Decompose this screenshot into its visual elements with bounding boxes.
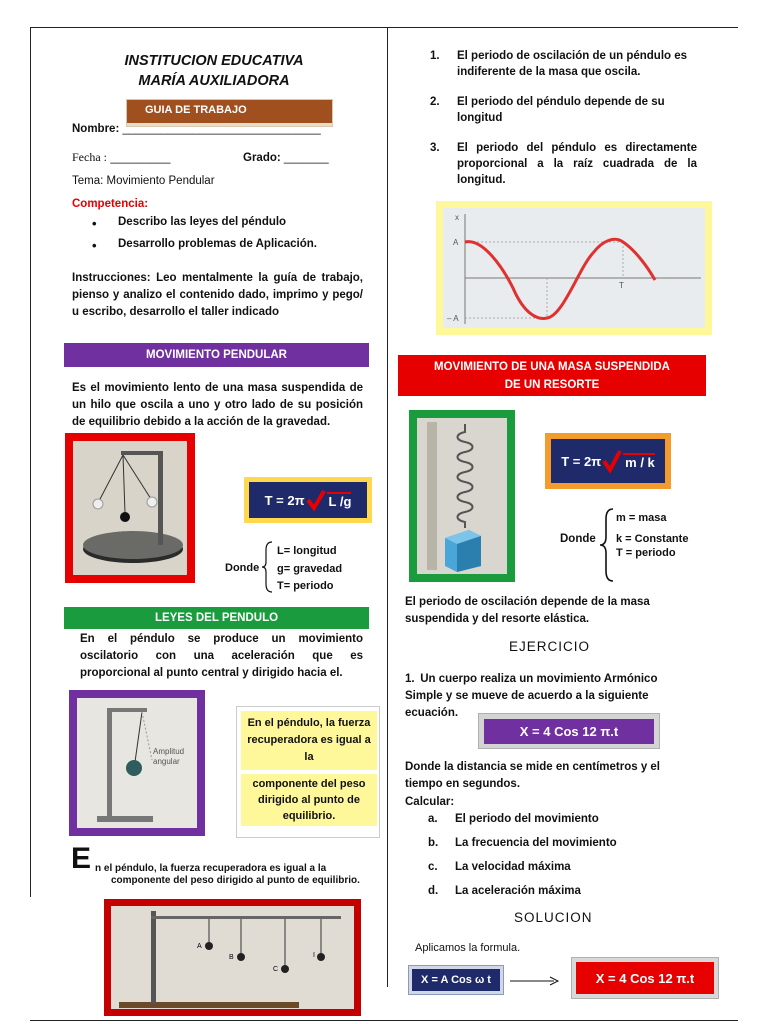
mov-pendular-text: Es el movimiento lento de una masa suspendida de un hilo que oscila a uno y otro lado de su posición de equilibrio debido a la acción de la gravedad.	[72, 382, 363, 428]
general-formula: X = A Cos ω t	[412, 969, 500, 991]
nombre-line: _______________________________	[122, 123, 321, 135]
resorte-title-1: MOVIMIENTO DE UNA MASA SUSPENDIDA	[434, 360, 670, 373]
graph-a-label: A	[453, 238, 459, 247]
graph-t-label: T	[619, 281, 624, 290]
general-formula-box	[408, 965, 504, 995]
resorte-header	[398, 355, 706, 396]
law-item: 2. El periodo del péndulo depende de su longitud	[430, 96, 665, 124]
mov-pendular-header: MOVIMIENTO PENDULAR	[64, 343, 369, 367]
graph-x-label: x	[455, 213, 459, 222]
root-check-icon	[306, 489, 326, 511]
graph-neg-a-label: – A	[447, 314, 459, 323]
calcular-item: a. El periodo del movimiento	[428, 813, 599, 825]
def-periodo: T= periodo	[277, 580, 334, 592]
calcular-item: b. La frecuencia del movimiento	[428, 837, 617, 849]
ejercicio-units: Donde la distancia se mide en centímetros y el tiempo en segundos.	[405, 761, 661, 790]
laws-list	[430, 48, 697, 188]
drop-line-2: componente del peso dirigido al punto de equilibrio.	[111, 875, 360, 886]
pendulum-formula	[249, 482, 367, 518]
problem-text: Un cuerpo realiza un movimiento Armónico Simple y se mueve de acuerdo a la siguiente ecuación.	[405, 673, 658, 719]
pendulum-label-i: I	[313, 952, 315, 959]
root-check-icon	[602, 449, 622, 473]
pendulum-amplitude-frame	[69, 690, 205, 836]
amp-label-1: Amplitud	[153, 747, 185, 756]
fecha-label: Fecha :	[72, 150, 107, 164]
pendulum-label-b: B	[229, 954, 234, 961]
calcular-label: Calcular:	[405, 796, 455, 808]
solucion-text: Aplicamos la formula.	[415, 942, 521, 954]
competencia-item: • Desarrollo problemas de Aplicación.	[92, 238, 362, 250]
calcular-item: c. La velocidad máxima	[428, 861, 571, 873]
equation: X = 4 Cos 12 π.t	[484, 719, 654, 744]
spring-def-periodo: T = periodo	[616, 547, 676, 559]
nombre-field	[72, 121, 321, 138]
leyes-text: En el péndulo se produce un movimiento oscilatorio con una aceleración que es proporcional al punto central y dirigido hacia el.	[80, 633, 363, 679]
school-name: INSTITUCION EDUCATIVA	[124, 53, 304, 69]
spring-illustration	[417, 418, 507, 574]
solucion-title: SOLUCION	[514, 910, 593, 925]
spring-donde: Donde	[560, 533, 596, 545]
page-border-top	[30, 27, 738, 28]
brace-icon	[599, 507, 615, 583]
equation-box	[478, 713, 660, 749]
spring-def-constante: k = Constante	[616, 533, 689, 545]
leyes-header: LEYES DEL PENDULO	[64, 607, 369, 629]
recuperadora-bottom: componente del peso dirigido al punto de equilibrio.	[241, 774, 377, 826]
drop-paragraph	[95, 863, 363, 887]
def-longitud: L= longitud	[277, 545, 337, 557]
spring-formula-box	[545, 433, 671, 489]
pendulum-amplitude-illustration	[77, 698, 197, 828]
column-divider	[387, 27, 388, 987]
page-border-left	[30, 27, 31, 897]
law-item: 1. El periodo de oscilación de un péndulo es indiferente de la masa que oscila.	[430, 50, 688, 78]
calcular-item: d. La aceleración máxima	[428, 885, 581, 897]
instrucciones: Instrucciones: Leo mentalmente la guía de trabajo, pienso y analizo el contenido dado, imprimo y pego/ u escribo, desarrollo el taller indicado	[72, 272, 363, 318]
pendulum-defs	[277, 543, 342, 596]
competencia-list	[92, 216, 362, 260]
resorte-title-2: DE UN RESORTE	[504, 378, 600, 391]
wave-graph	[443, 208, 705, 328]
spring-def-masa: m = masa	[616, 512, 667, 524]
pendulum-image-frame	[65, 433, 195, 583]
tema: Tema: Movimiento Pendular	[72, 175, 215, 187]
law-item: 3. El periodo del péndulo es directamente proporcional a la raíz cuadrada de la longitud.	[430, 142, 697, 186]
competencia-label: Competencia:	[72, 198, 149, 210]
grado-line: _______	[283, 152, 329, 164]
spring-formula-left: T = 2π	[561, 453, 602, 469]
grado-field	[243, 150, 329, 167]
pendulums-illustration	[111, 906, 354, 1009]
ejercicio-title: EJERCICIO	[509, 639, 591, 654]
problem-number: 1.	[405, 673, 415, 685]
drop-cap: E	[71, 842, 92, 875]
pendulum-label-a: A	[197, 943, 202, 950]
nombre-label: Nombre:	[72, 123, 120, 135]
amp-label-2: angular	[153, 757, 180, 766]
spring-formula-right: m / k	[625, 454, 655, 470]
spring-formula	[551, 439, 665, 483]
recuperadora-card	[236, 706, 380, 838]
pendulum-formula-box	[244, 477, 372, 523]
guia-label: GUIA DE TRABAJO	[145, 104, 247, 116]
pendulum-donde: Donde	[225, 562, 260, 574]
pendulums-frame	[104, 899, 361, 1016]
result-formula: X = 4 Cos 12 π.t	[576, 962, 714, 994]
fecha-line: _________	[110, 150, 171, 164]
brace-icon	[262, 540, 274, 594]
grado-label: Grado:	[243, 152, 281, 164]
drop-line-1: n el péndulo, la fuerza recuperadora es igual a la	[95, 863, 327, 874]
spring-image-frame	[409, 410, 515, 582]
def-gravedad: g= gravedad	[277, 562, 343, 575]
pendulum-label-c: C	[273, 966, 279, 973]
recuperadora-top: En el péndulo, la fuerza recuperadora es igual a la	[241, 711, 377, 770]
wave-graph-frame	[436, 201, 712, 335]
arrow-right-icon	[510, 976, 560, 986]
calcular-list	[428, 811, 688, 899]
pendulum-illustration	[73, 441, 187, 575]
pendulum-formula-right: L /g	[328, 493, 352, 509]
competencia-item: • Describo las leyes del péndulo	[92, 216, 362, 228]
fecha-field	[72, 150, 170, 165]
result-formula-box	[571, 957, 719, 999]
pendulum-formula-left: T = 2π	[264, 492, 305, 508]
resorte-text: El periodo de oscilación depende de la masa suspendida y del resorte elástica.	[405, 596, 650, 625]
school-subtitle: MARÍA AUXILIADORA	[138, 73, 290, 89]
page-border-bottom	[30, 1020, 738, 1021]
